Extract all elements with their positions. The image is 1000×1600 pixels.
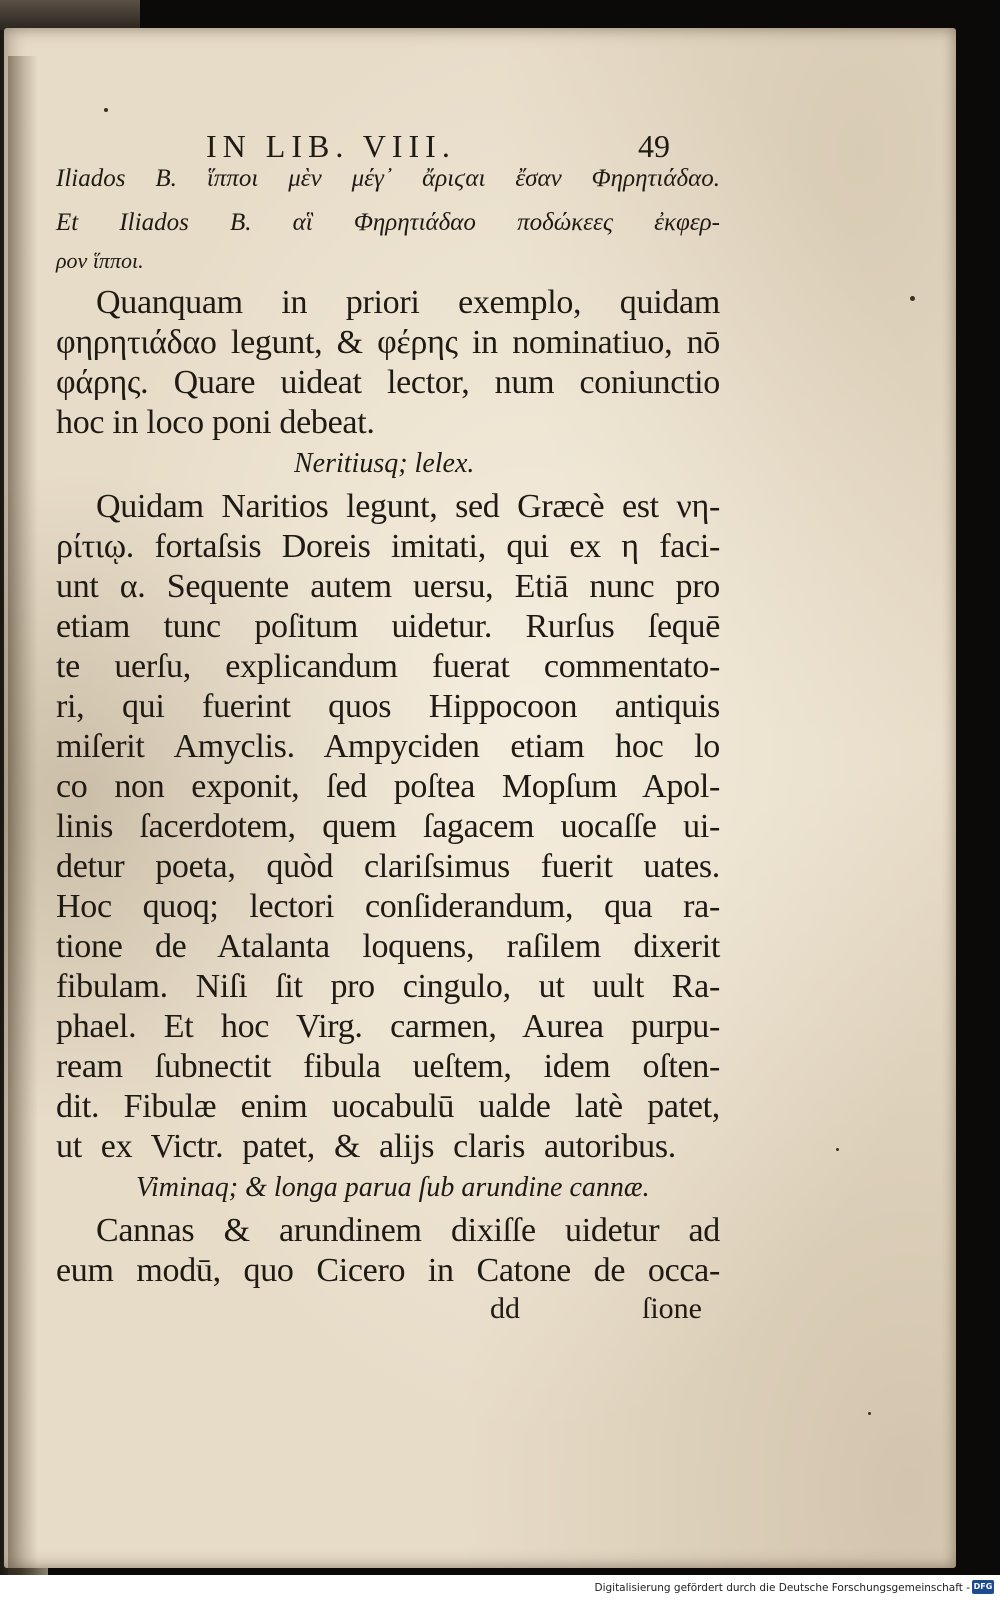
text-line: te uerſu, explicandum fuerat commentato- xyxy=(56,648,720,685)
text-line: Et Iliados B. αἳ Φηρητιάδαο ποδώκεες ἐκφερ- xyxy=(56,209,720,236)
text-line: etiam tunc poſitum uidetur. Rurſus ſequē xyxy=(56,608,720,645)
dfg-logo-icon: DFG xyxy=(972,1580,994,1594)
text-line: phael. Et hoc Virg. carmen, Aurea purpu- xyxy=(56,1008,720,1045)
text-line: ream ſubnectit fibula ueſtem, idem oſten- xyxy=(56,1048,720,1085)
text-line: φηρητιάδαο legunt, & φέρης in nominatiuo, nō xyxy=(56,324,720,361)
text-line: Quanquam in priori exemplo, quidam xyxy=(96,284,720,321)
text-line: ut ex Victr. patet, & alijs claris autoribus. xyxy=(56,1128,676,1165)
section-heading: Viminaq; & longa parua ſub arundine cannæ. xyxy=(136,1172,650,1203)
text-line: tione de Atalanta loquens, raſilem dixerit xyxy=(56,928,720,965)
funding-credit: Digitalisierung gefördert durch die Deutsche Forschungsgemeinschaft - xyxy=(594,1582,970,1594)
text-line: Cannas & arundinem dixiſſe uidetur ad xyxy=(96,1212,720,1249)
text-line: co non exponit, ſed poſtea Mopſum Apol- xyxy=(56,768,720,805)
ink-spot xyxy=(868,1412,871,1415)
text-line: eum modū, quo Cicero in Catone de occa- xyxy=(56,1252,720,1289)
section-heading: Neritiusq; lelex. xyxy=(294,448,475,479)
running-head: IN LIB. VIII. xyxy=(206,128,456,164)
spine-shadow xyxy=(8,56,38,1596)
text-line: ri, qui fuerint quos Hippocoon antiquis xyxy=(56,688,720,725)
text-line: Iliados B. ἵπποι μὲν μέγ᾽ ἄριϛαι ἔσαν Φηρητιάδαο. xyxy=(56,165,720,192)
text-line: hoc in loco poni debeat. xyxy=(56,404,375,441)
catchword: ſione xyxy=(642,1292,702,1325)
text-line: Hoc quoq; lectori conſiderandum, qua ra- xyxy=(56,888,720,925)
text-line: φάρης. Quare uideat lector, num coniunctio xyxy=(56,364,720,401)
ink-spot xyxy=(836,1148,839,1151)
text-line: ρον ἵπποι. xyxy=(56,248,144,273)
text-line: Quidam Naritios legunt, sed Græcè est νη- xyxy=(96,488,720,525)
book-edge-top xyxy=(0,0,140,30)
ink-spot xyxy=(104,108,108,112)
signature-mark: dd xyxy=(490,1292,520,1325)
text-line: miſerit Amyclis. Ampyciden etiam hoc lo xyxy=(56,728,720,765)
text-line: unt α. Sequente autem uersu, Etiā nunc pro xyxy=(56,568,720,605)
book-page xyxy=(4,28,956,1568)
text-line: detur poeta, quòd clariſsimus fuerit uates. xyxy=(56,848,720,885)
ink-spot xyxy=(910,296,915,301)
text-line: fibulam. Niſi ſit pro cingulo, ut uult Ra- xyxy=(56,968,720,1005)
text-line: dit. Fibulæ enim uocabulū ualde latè patet, xyxy=(56,1088,720,1125)
text-line: ρίτιῳ. fortaſsis Doreis imitati, qui ex η faci- xyxy=(56,528,720,565)
text-line: linis ſacerdotem, quem ſagacem uocaſſe ui- xyxy=(56,808,720,845)
page-number: 49 xyxy=(638,128,670,164)
footer xyxy=(0,1575,1000,1600)
